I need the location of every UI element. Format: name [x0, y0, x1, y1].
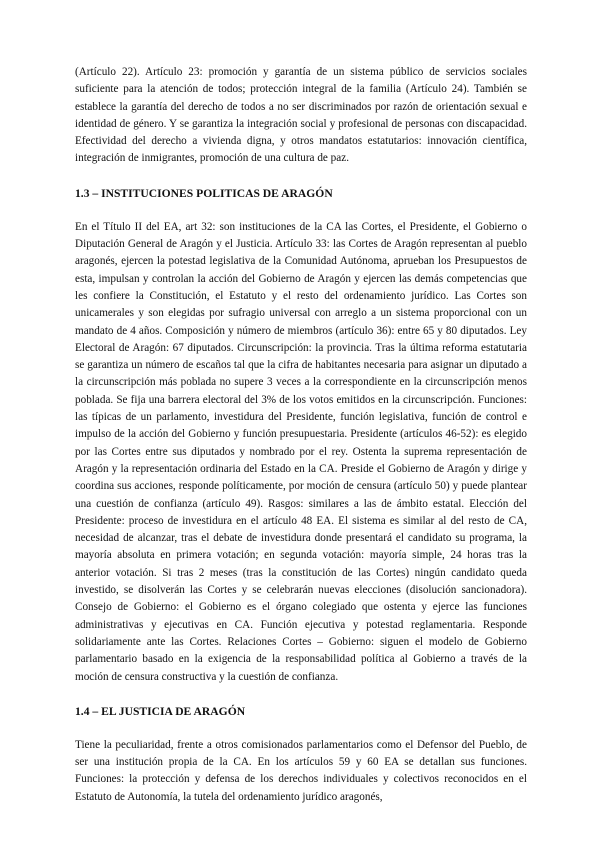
section-heading-1-4: 1.4 – EL JUSTICIA DE ARAGÓN: [75, 704, 246, 718]
spacer: [75, 168, 527, 185]
spacer: [75, 202, 527, 219]
spacer: [75, 686, 527, 703]
section-1-4-paragraph: Tiene la peculiaridad, frente a otros comisionados parlamentarios como el Defensor del Pueblo, de ser una institución propia de la CA. En los artículos 59 y 60 EA se detallan sus funciones. Funciones: la protección y defensa de los derechos individuales y colectivos reconocidos en el Estatuto de Autonomía, la tutela del ordenamiento jurídico aragonés,: [75, 738, 527, 803]
section-1-3-paragraph: En el Título II del EA, art 32: son instituciones de la CA las Cortes, el Presidente, el Gobierno o Diputación General de Aragón y el Justicia. Artículo 33: las Cortes de Aragón representan al pueblo aragonés, ejercen la potestad legislativa de la Comunidad Autónoma, aprueban los Presupuestos de esta, impulsan y controlan la acción del Gobierno de Aragón y ejercen las demás competencias que les confiere la Constitución, el Estatuto y el resto del ordenamiento jurídico. Las Cortes son unicamerales y son elegidas por sufragio universal con arreglo a un sistema proporcional con un mandato de 4 años. Composición y número de miembros (artículo 36): entre 65 y 80 diputados. Ley Electoral de Aragón: 67 diputados. Circunscripción: la provincia. Tras la última reforma estatutaria se garantiza un número de escaños tal que la cifra de habitantes necesaria para asignar un diputado a la circunscripción más poblada no supere 3 veces a la correspondiente en la circunscripción menos poblada. Se fija una barrera electoral del 3% de los votos emitidos en la circunscripción. Funciones: las típicas de un parlamento, investidura del Presidente, función legislativa, función de control e impulso de la acción del Gobierno y función presupuestaria. Presidente (artículos 46-52): es elegido por las Cortes entre sus diputados y nombrado por el rey. Ostenta la suprema representación de Aragón y la representación ordinaria del Estado en la CA. Preside el Gobierno de Aragón y dirige y coordina sus acciones, responde políticamente, por moción de censura (artículo 50) y puede plantear una cuestión de confianza (artículo 49). Rasgos: similares a las de ámbito estatal. Elección del Presidente: proceso de investidura en el artículo 48 EA. El sistema es similar al del resto de CA, necesidad de alcanzar, tras el debate de investidura donde presentará el candidato su programa, la mayoría absoluta en primera votación; en segunda votación: mayoría simple, 24 horas tras la anterior votación. Si tras 2 meses (tras la constitución de las Cortes) ningún candidato queda investido, se disolverán las Cortes y se celebrarán nuevas elecciones (disolución sancionadora). Consejo de Gobierno: el Gobierno es el órgano colegiado que ostenta y ejerce las funciones administrativas y ejecutivas en CA. Función ejecutiva y potestad reglamentaria. Responde solidariamente ante las Cortes. Relaciones Cortes – Gobierno: siguen el modelo de Gobierno parlamentario basado en la exigencia de la responsabilidad política al Gobierno a través de la moción de censura constructiva y la cuestión de confianza.: [75, 220, 527, 683]
page-content: [75, 64, 527, 806]
section-heading-1-3: 1.3 – INSTITUCIONES POLITICAS DE ARAGÓN: [75, 186, 333, 200]
spacer: [75, 720, 527, 737]
intro-paragraph: (Artículo 22). Artículo 23: promoción y garantía de un sistema público de servicios sociales suficiente para la atención de todos; protección integral de la familia (Artículo 24). También se establece la garantía del derecho de todos a no ser discriminados por razón de orientación sexual e identidad de género. Y se garantiza la integración social y profesional de personas con discapacidad. Efectividad del derecho a vivienda digna, y otros mandatos estatutarios: innovación científica, integración de inmigrantes, promoción de una cultura de paz.: [75, 66, 527, 165]
